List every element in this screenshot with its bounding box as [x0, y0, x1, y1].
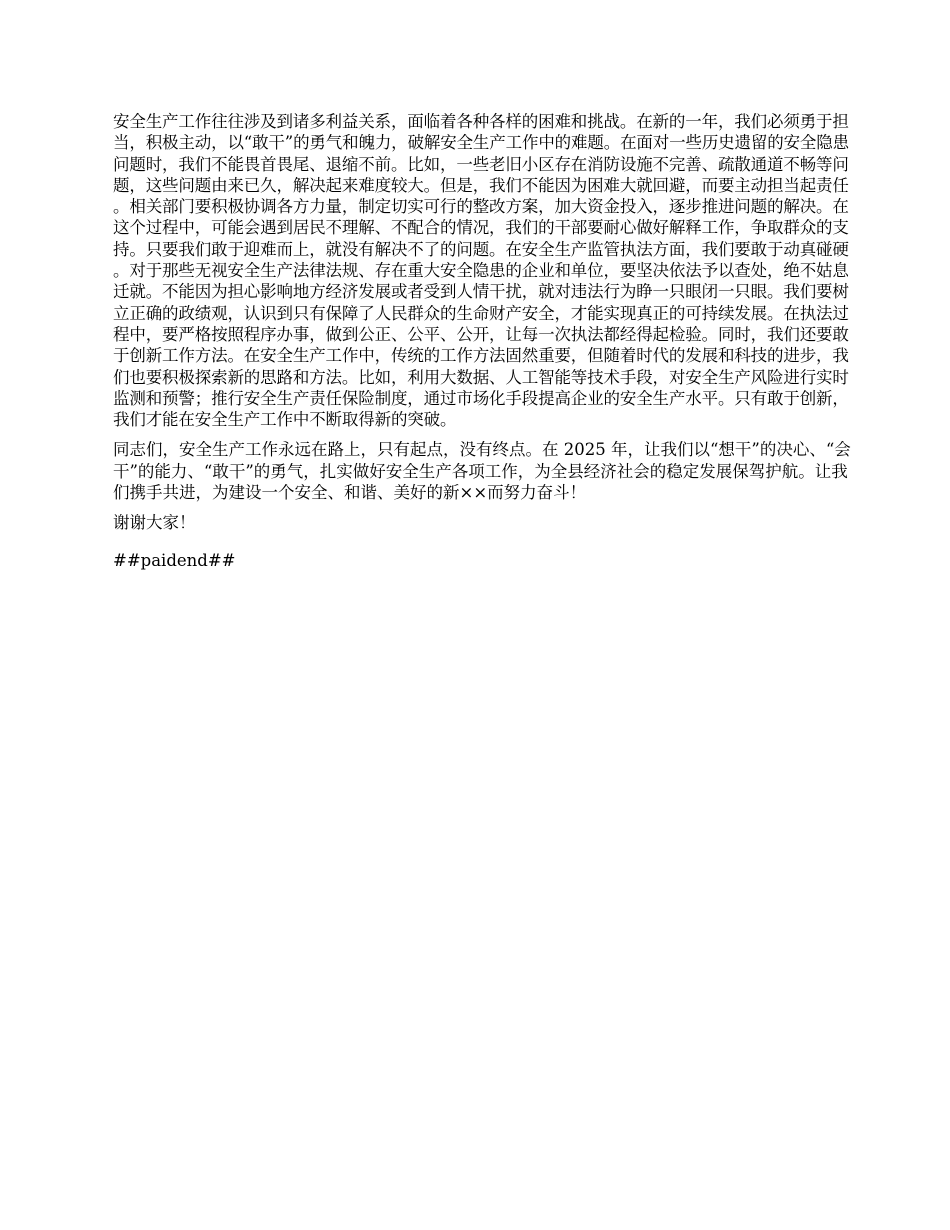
body-paragraph-1: 安全生产工作往往涉及到诸多利益关系，面临着各种各样的困难和挑战。在新的一年，我们必须勇于担当，积极主动，以“敢干”的勇气和魄力，破解安全生产工作中的难题。在面对一些历史遗留的安全隐患问题时，我们不能畏首畏尾、退缩不前。比如，一些老旧小区存在消防设施不完善、疏散通道不畅等问题，这些问题由来已久，解决起来难度较大。但是，我们不能因为困难大就回避，而要主动担当起责任。相关部门要积极协调各方力量，制定切实可行的整改方案，加大资金投入，逐步推进问题的解决。在这个过程中，可能会遇到居民不理解、不配合的情况，我们的干部要耐心做好解释工作，争取群众的支持。只要我们敢于迎难而上，就没有解决不了的问题。在安全生产监管执法方面，我们要敢于动真碰硬。对于那些无视安全生产法律法规、存在重大安全隐患的企业和单位，要坚决依法予以查处，绝不姑息迁就。不能因为担心影响地方经济发展或者受到人情干扰，就对违法行为睁一只眼闭一只眼。我们要树立正确的政绩观，认识到只有保障了人民群众的生命财产安全，才能实现真正的可持续发展。在执法过程中，要严格按照程序办事，做到公正、公平、公开，让每一次执法都经得起检验。同时，我们还要敢于创新工作方法。在安全生产工作中，传统的工作方法固然重要，但随着时代的发展和科技的进步，我们也要积极探索新的思路和方法。比如，利用大数据、人工智能等技术手段，对安全生产风险进行实时监测和预警；推行安全生产责任保险制度，通过市场化手段提高企业的安全生产水平。只有敢于创新，我们才能在安全生产工作中不断取得新的突破。 [113, 112, 849, 430]
document-page [113, 111, 858, 571]
body-paragraph-2: 同志们，安全生产工作永远在路上，只有起点，没有终点。在 2025 年，让我们以“想干”的决心、“会干”的能力、“敢干”的勇气，扎实做好安全生产各项工作，为全县经济社会的稳定发展保驾护航。让我们携手共进，为建设一个安全、和谐、美好的新××而努力奋斗！ [113, 440, 851, 503]
end-marker: ##paidend## [113, 550, 236, 570]
closing-thanks: 谢谢大家！ [113, 513, 196, 533]
